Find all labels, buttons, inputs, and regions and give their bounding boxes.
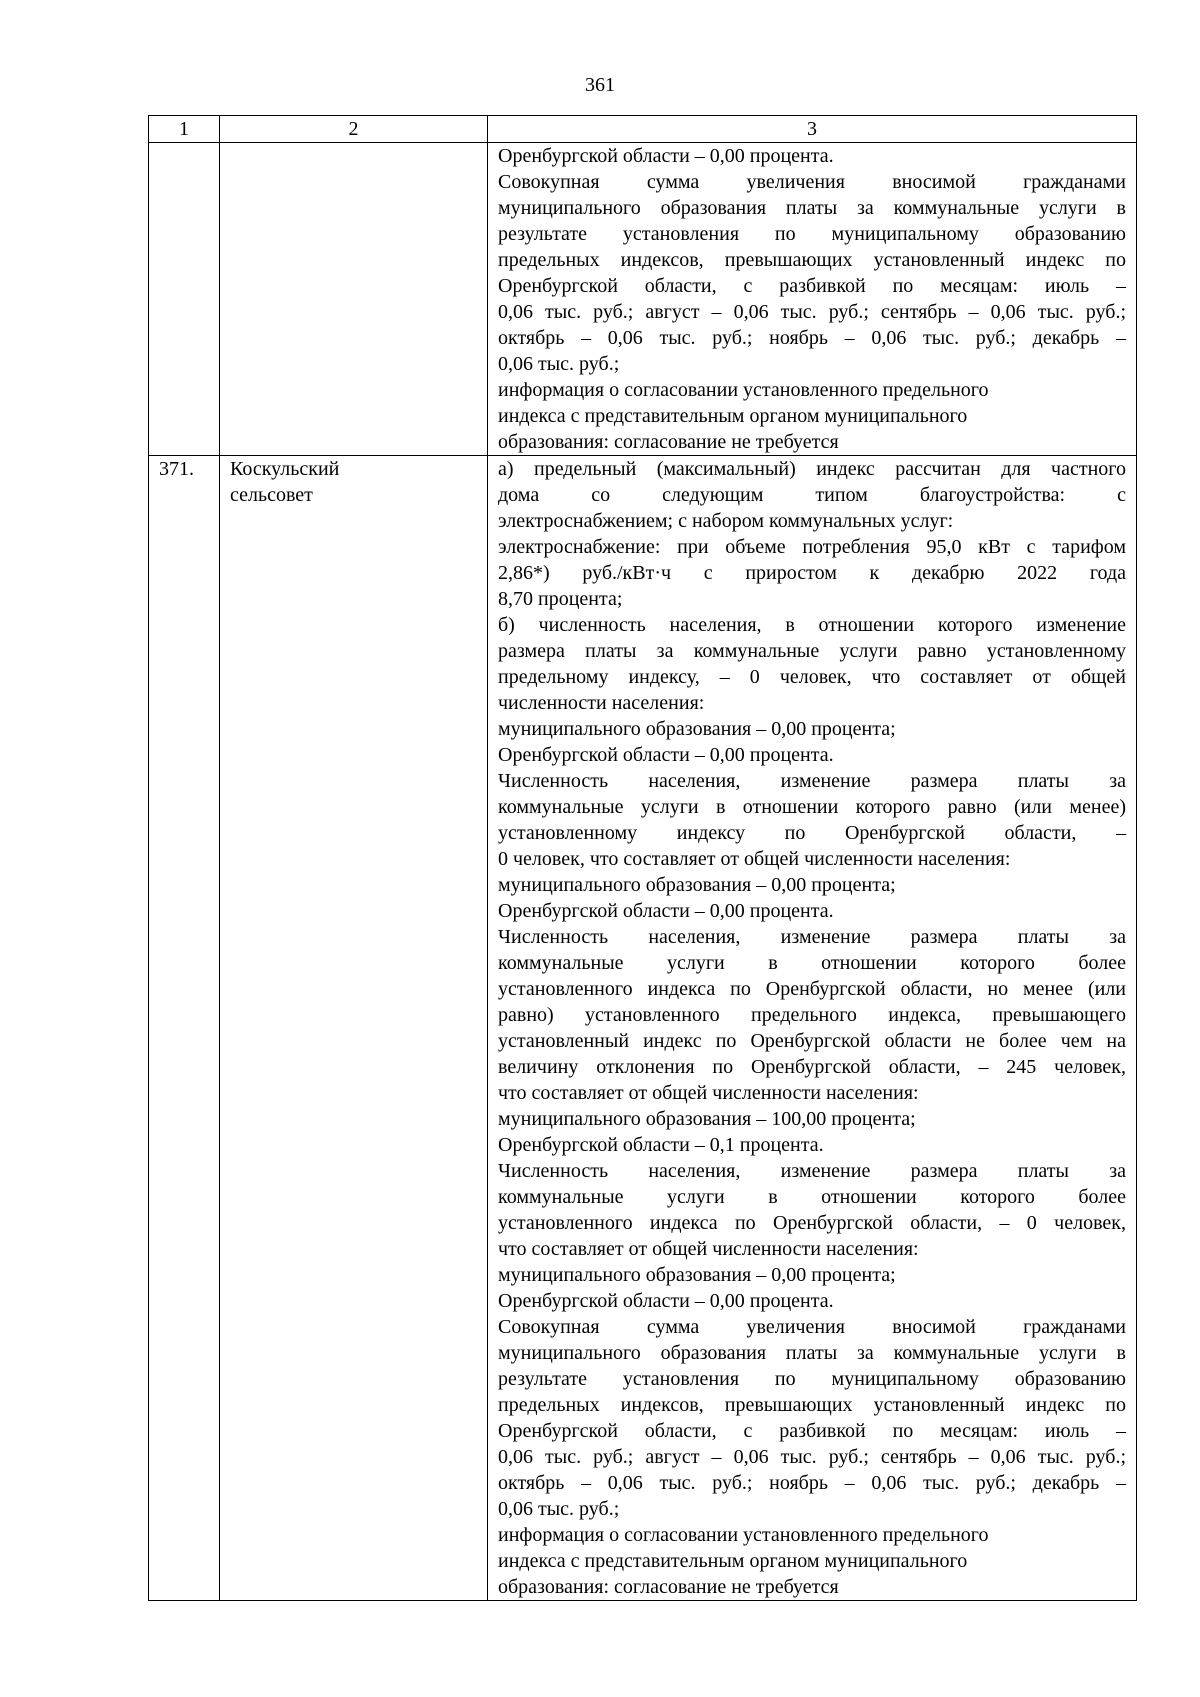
description-line: индекса с представительным органом муниципального <box>498 405 968 427</box>
description-line: предельных индексов, превышающих установленный индекс по <box>498 1394 1126 1416</box>
description-line: Совокупная сумма увеличения вносимой гражданами <box>498 171 1126 193</box>
description-line: б) численность населения, в отношении которого изменение <box>498 614 1126 636</box>
description-line: дома со следующим типом благоустройства: с <box>498 484 1126 506</box>
description-line: Численность населения, изменение размера платы за <box>498 926 1126 948</box>
description-line: результате установления по муниципальному образованию <box>498 223 1126 245</box>
description-line: информация о согласовании установленного предельного <box>498 379 989 401</box>
description-line: 0,06 тыс. руб.; <box>498 1498 620 1520</box>
description-line: образования: согласование не требуется <box>498 431 839 453</box>
table-row <box>149 456 1137 1601</box>
description-line: результате установления по муниципальному образованию <box>498 1368 1126 1390</box>
municipality-name-line: сельсовет <box>230 484 313 506</box>
page-number: 361 <box>585 74 615 96</box>
description-line: 2,86*) руб./кВт·ч с приростом к декабрю 2022 года <box>498 562 1126 584</box>
description-line: муниципального образования – 0,00 процента; <box>498 874 896 896</box>
description-line: а) предельный (максимальный) индекс рассчитан для частного <box>498 458 1126 480</box>
row-number <box>149 143 220 456</box>
description-line: 0,06 тыс. руб.; <box>498 353 620 375</box>
description-line: электроснабжение: при объеме потребления 95,0 кВт с тарифом <box>498 536 1126 558</box>
table-row <box>149 143 1137 456</box>
table-header-row <box>149 116 1137 143</box>
description-line: размера платы за коммунальные услуги равно установленному <box>498 640 1126 662</box>
description-line: величину отклонения по Оренбургской области, – 245 человек, <box>498 1056 1126 1078</box>
column-header-2: 2 <box>220 116 488 143</box>
description-line: установленный индекс по Оренбургской области не более чем на <box>498 1030 1126 1052</box>
description-line: Оренбургской области – 0,00 процента. <box>498 1290 834 1312</box>
description-line: индекса с представительным органом муниципального <box>498 1550 968 1572</box>
row-number: 371. <box>149 456 220 1601</box>
description-line: Оренбургской области – 0,00 процента. <box>498 744 834 766</box>
description-line: Совокупная сумма увеличения вносимой гражданами <box>498 1316 1126 1338</box>
description-line: Численность населения, изменение размера платы за <box>498 1160 1126 1182</box>
description-line: электроснабжением; с набором коммунальных услуг: <box>498 510 954 532</box>
description-line: муниципального образования – 0,00 процента; <box>498 718 896 740</box>
municipality-name <box>220 456 488 1601</box>
description-line: муниципального образования – 0,00 процента; <box>498 1264 896 1286</box>
description-line: численности населения: <box>498 692 705 714</box>
description-line: Оренбургской области, с разбивкой по месяцам: июль – <box>498 275 1126 297</box>
description-line: коммунальные услуги в отношении которого равно (или менее) <box>498 796 1126 818</box>
description-line: коммунальные услуги в отношении которого более <box>498 1186 1126 1208</box>
description-line: 0 человек, что составляет от общей численности населения: <box>498 848 1011 870</box>
description-line: Оренбургской области – 0,00 процента. <box>498 145 834 167</box>
description-line: что составляет от общей численности населения: <box>498 1082 919 1104</box>
description-line: равно) установленного предельного индекса, превышающего <box>498 1004 1126 1026</box>
description-cell <box>488 456 1137 1601</box>
description-line: 0,06 тыс. руб.; август – 0,06 тыс. руб.; сентябрь – 0,06 тыс. руб.; <box>498 1446 1126 1468</box>
description-line: установленному индексу по Оренбургской области, – <box>498 822 1126 844</box>
description-line: муниципального образования платы за коммунальные услуги в <box>498 1342 1126 1364</box>
municipality-name <box>220 143 488 456</box>
description-line: установленного индекса по Оренбургской области, – 0 человек, <box>498 1212 1126 1234</box>
description-line: образования: согласование не требуется <box>498 1576 839 1598</box>
description-line: муниципального образования платы за коммунальные услуги в <box>498 197 1126 219</box>
description-line: октябрь – 0,06 тыс. руб.; ноябрь – 0,06 тыс. руб.; декабрь – <box>498 327 1126 349</box>
description-line: информация о согласовании установленного предельного <box>498 1524 989 1546</box>
description-line: установленного индекса по Оренбургской области, но менее (или <box>498 978 1126 1000</box>
description-line: коммунальные услуги в отношении которого более <box>498 952 1126 974</box>
municipality-name-line: Коскульский <box>230 458 340 480</box>
document-table <box>148 115 1137 1601</box>
description-cell <box>488 143 1137 456</box>
description-line: Численность населения, изменение размера платы за <box>498 770 1126 792</box>
description-line: предельных индексов, превышающих установленный индекс по <box>498 249 1126 271</box>
description-line: муниципального образования – 100,00 процента; <box>498 1108 916 1130</box>
description-line: предельному индексу, – 0 человек, что составляет от общей <box>498 666 1126 688</box>
description-line: Оренбургской области, с разбивкой по месяцам: июль – <box>498 1420 1126 1442</box>
description-line: 0,06 тыс. руб.; август – 0,06 тыс. руб.; сентябрь – 0,06 тыс. руб.; <box>498 301 1126 323</box>
description-line: 8,70 процента; <box>498 588 623 610</box>
description-line: Оренбургской области – 0,00 процента. <box>498 900 834 922</box>
description-line: что составляет от общей численности населения: <box>498 1238 919 1260</box>
column-header-1: 1 <box>149 116 220 143</box>
column-header-3: 3 <box>488 116 1137 143</box>
description-line: октябрь – 0,06 тыс. руб.; ноябрь – 0,06 тыс. руб.; декабрь – <box>498 1472 1126 1494</box>
description-line: Оренбургской области – 0,1 процента. <box>498 1134 824 1156</box>
